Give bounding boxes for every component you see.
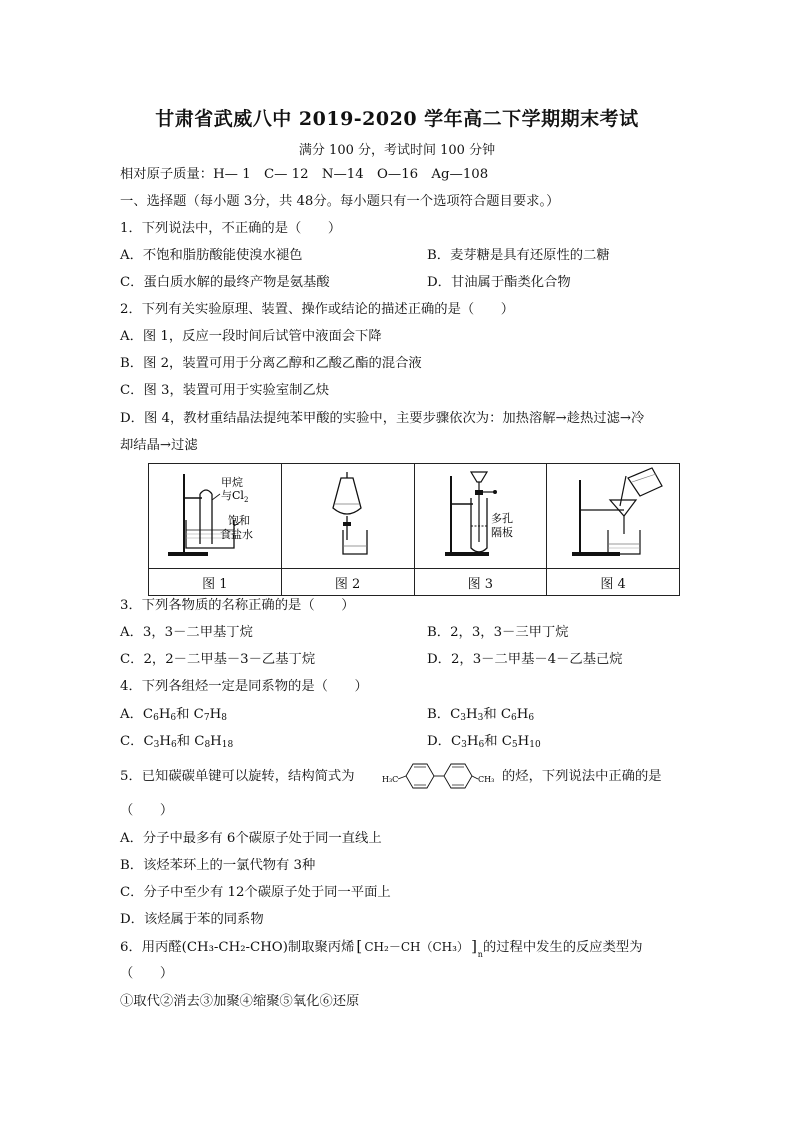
- figure-4-caption: 图 4: [547, 569, 680, 596]
- q5-option-d: D．该烃属于苯的同系物: [120, 912, 264, 927]
- fig1-label-gas2-sub: 2: [243, 496, 249, 504]
- q2-option-a: A．图 1，反应一段时间后试管中液面会下降: [120, 329, 382, 344]
- q2-option-b: B．图 2，装置可用于分离乙醇和乙酸乙酯的混合液: [120, 356, 422, 371]
- q5-paren: （ ）: [120, 803, 174, 818]
- q1-option-c: C．蛋白质水解的最终产物是氨基酸: [120, 275, 330, 290]
- q3-option-b: B．2，3，3－三甲丁烷: [427, 625, 569, 640]
- figure-4-filtration: [548, 464, 678, 564]
- figure-1-caption: 图 1: [149, 569, 282, 596]
- q4-option-a: A．$C_6H_6$和 $C_7H_8$: [120, 707, 227, 723]
- fig1-label-gas2: 与Cl: [220, 489, 244, 502]
- fig3-label1: 多孔: [491, 512, 514, 525]
- q6-stem: [120, 938, 643, 957]
- figure-2-cell: [281, 464, 414, 569]
- q4-option-b: B．$C_3H_3$和 $C_6H_6$: [427, 707, 535, 723]
- figure-table: [148, 463, 680, 596]
- q5-option-c: C．分子中至少有 12个碳原子处于同一平面上: [120, 885, 391, 900]
- fig1-label-liquid2: 食盐水: [219, 528, 253, 541]
- q5-option-b: B．该烃苯环上的一氯代物有 3种: [120, 858, 316, 873]
- figure-1-apparatus: [150, 464, 280, 564]
- figure-3-caption: 图 3: [414, 569, 547, 596]
- q1-option-d: D．甘油属于酯类化合物: [427, 275, 571, 290]
- q3-option-d: D．2，3－二甲基－4－乙基己烷: [427, 652, 623, 667]
- q2-option-d-line1: D．图 4，教材重结晶法提纯苯甲酸的实验中，主要步骤依次为：加热溶解→趁热过滤→冷: [120, 411, 645, 426]
- figure-4-cell: [547, 464, 680, 569]
- q4-stem: 4．下列各组烃一定是同系物的是（ ）: [120, 679, 368, 694]
- figure-3-cell: [414, 464, 547, 569]
- q4-option-d: D．$C_3H_6$和 $C_5H_{10}$: [427, 734, 541, 750]
- q5-option-a: A．分子中最多有 6个碳原子处于同一直线上: [120, 831, 382, 846]
- fig1-label-gas: 甲烷: [220, 476, 243, 489]
- fig3-label2: 隔板: [491, 526, 514, 539]
- q1-stem: 1．下列说法中，不正确的是（ ）: [120, 221, 342, 236]
- svg-text:与Cl2: [221, 488, 248, 504]
- q3-option-a: A．3，3－二甲基丁烷: [120, 625, 253, 640]
- figure-3-gas-generator: [415, 464, 545, 564]
- section-heading: 一、选择题（每小题 3分，共 48分。每小题只有一个选项符合题目要求。）: [120, 194, 560, 209]
- figure-2-separatory-funnel: [283, 464, 413, 564]
- q2-stem: 2．下列有关实验原理、装置、操作或结论的描述正确的是（ ）: [120, 302, 515, 317]
- page-title: 甘肃省武威八中 2019-2020 学年高二下学期期末考试: [155, 108, 639, 130]
- q3-option-c: C．2，2－二甲基－3－乙基丁烷: [120, 652, 316, 667]
- q6-stem-pre: 6．用丙醛(CH₃-CH₂-CHO)制取聚丙烯: [120, 940, 355, 955]
- q1-option-a: A．不饱和脂肪酸能使溴水褪色: [120, 248, 303, 263]
- q3-stem: 3．下列各物质的名称正确的是（ ）: [120, 598, 355, 613]
- q6-paren: （ ）: [120, 966, 174, 981]
- q6-polymer: [ CH₂－CH（CH₃） ] n: [356, 937, 483, 959]
- figure-2-caption: 图 2: [281, 569, 414, 596]
- fig1-label-liquid1: 饱和: [227, 514, 250, 527]
- atomic-mass-line: 相对原子质量：H— 1 C— 12 N—14 O—16 Ag—108: [120, 167, 489, 182]
- q5-structure-formula: [382, 757, 500, 795]
- q2-option-c: C．图 3，装置可用于实验室制乙炔: [120, 383, 330, 398]
- q2-option-d-line2: 却结晶→过滤: [120, 438, 198, 453]
- q6-reaction-options: ①取代②消去③加聚④缩聚⑤氧化⑥还原: [120, 994, 360, 1009]
- q5-struct-right: CH₃: [478, 775, 495, 784]
- q4-option-c: C．$C_3H_6$和 $C_8H_{18}$: [120, 734, 234, 750]
- q1-option-b: B．麦芽糖是具有还原性的二糖: [427, 248, 610, 263]
- q5-stem-post: 的烃，下列说法中正确的是: [502, 769, 662, 784]
- figure-1-cell: [149, 464, 282, 569]
- page-subtitle: 满分 100 分，考试时间 100 分钟: [298, 143, 496, 158]
- q5-struct-left: H₃C: [382, 775, 399, 784]
- q6-stem-post: 的过程中发生的反应类型为: [482, 940, 643, 955]
- q5-stem-pre: 5．已知碳碳单键可以旋转，结构简式为: [120, 769, 355, 784]
